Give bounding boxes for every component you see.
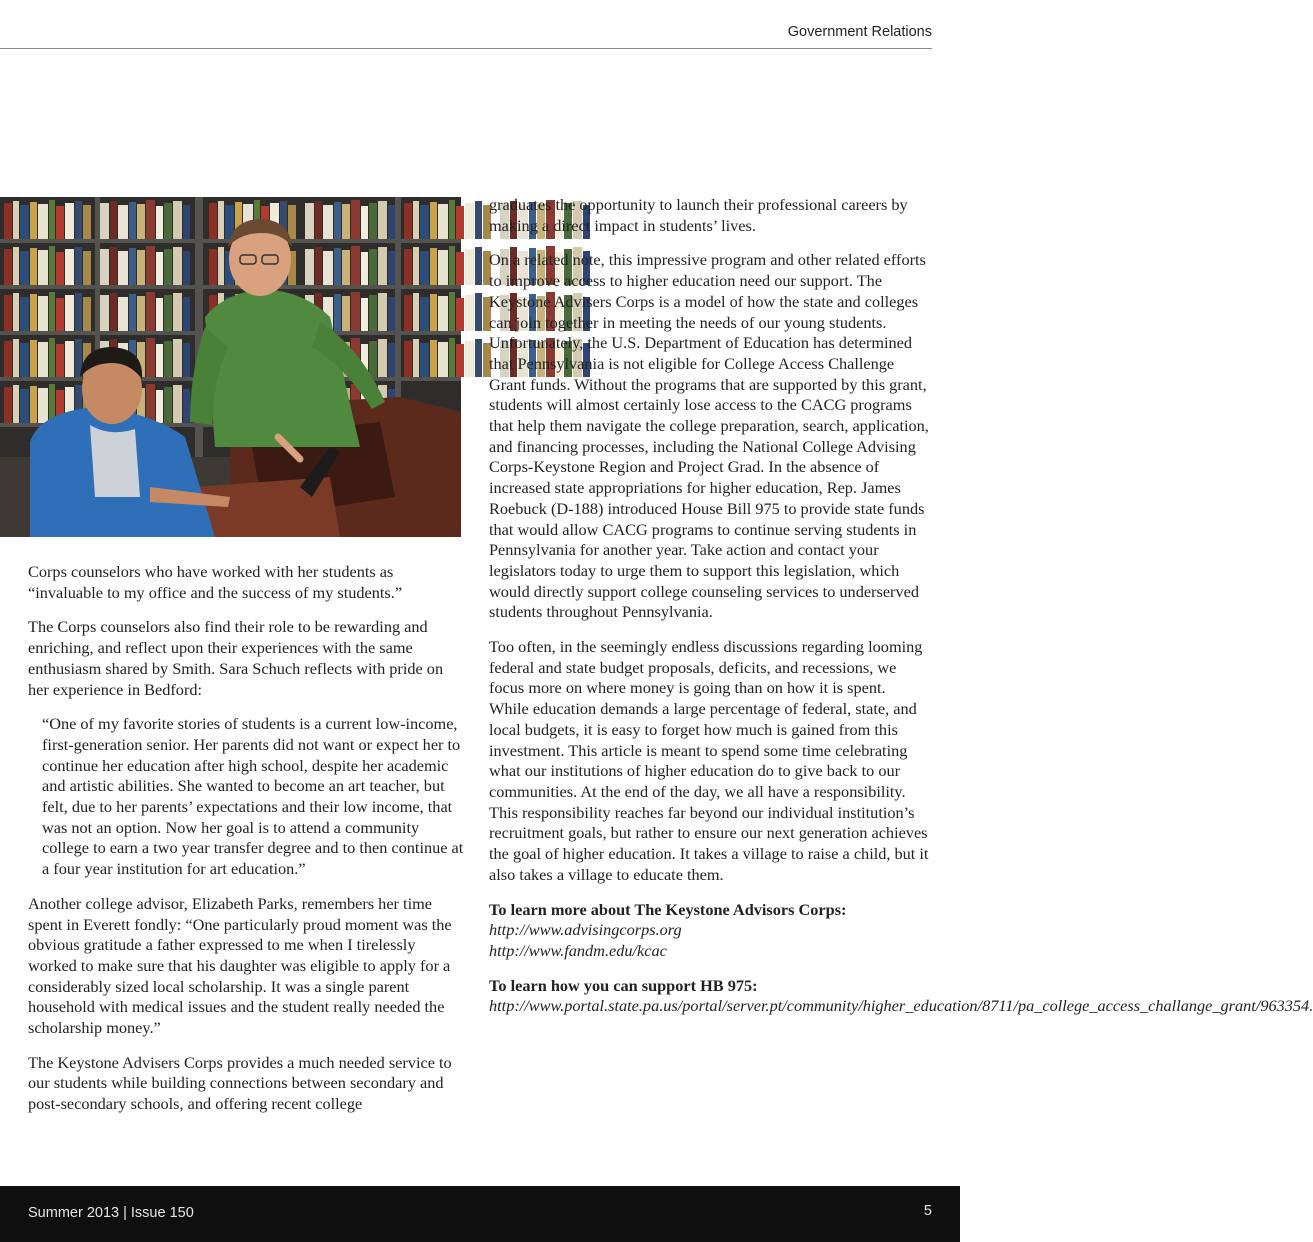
advisingcorps-link[interactable]: http://www.advisingcorps.org	[489, 920, 682, 940]
footer-bar	[0, 1186, 960, 1242]
paragraph: graduates the opportunity to launch their professional careers by making a direct impact in students’ lives.	[489, 195, 908, 235]
learn-more-block	[489, 900, 929, 962]
issue-label: Summer 2013 | Issue 150	[28, 1205, 194, 1221]
fandm-link[interactable]: http://www.fandm.edu/kcac	[489, 940, 667, 960]
support-heading: To learn how you can support HB 975:	[489, 975, 758, 995]
paragraph: The Corps counselors also find their role to be rewarding and enriching, and reflect upon their experiences with the same enthusiasm shared by Smith. Sara Schuch reflects with pride on her experience in Bedford:	[28, 617, 444, 699]
learn-more-heading: To learn more about The Keystone Advisors Corps:	[489, 899, 847, 919]
paragraph: On a related note, this impressive program and other related efforts to improve access to higher education need our support. The Keystone Advisers Corps is a model of how the state and colleges can join together in meeting the needs of our young students. Unfortunately, the U.S. Department of Education has determined that Pennsylvania is not eligible for College Access Challenge Grant funds. Without the programs that are supported by this grant, students will almost certainly lose access to the CACG programs that help them navigate the college preparation, search, application, and financing processes, including the National College Advising Corps-Keystone Region and Project Grad. In the absence of increased state appropriations for higher education, Rep. James Roebuck (D-188) introduced House Bill 975 to provide state funds that would allow CACG programs to continue serving students in Pennsylvania for another year. Take action and contact your legislators today to urge them to support this legislation, which would directly support college counseling services to underserved students throughout Pennsylvania.	[489, 250, 929, 622]
paragraph: Another college advisor, Elizabeth Parks, remembers her time spent in Everett fondly: “One particularly proud moment was the obvious gratitude a father expressed to me when I tirelessly worked to make sure that his daughter was eligible to apply for a considerably sized local scholarship. It was a single parent household with medical issues and the student really needed the scholarship money.”	[28, 893, 452, 1038]
header-rule	[0, 48, 932, 49]
right-column	[489, 195, 1313, 1031]
portal-link[interactable]: http://www.portal.state.pa.us/portal/server.pt/community/higher_education/8711/pa_college_access_challange_grant/963354.	[489, 996, 1313, 1016]
section-header: Government Relations	[787, 24, 932, 40]
library-photo	[0, 197, 461, 537]
left-column	[28, 562, 466, 1129]
support-block	[489, 975, 1313, 1017]
paragraph: Too often, in the seemingly endless discussions regarding looming federal and state budget proposals, deficits, and recessions, we focus more on where money is going than on how it is spent. While education demands a large percentage of federal, state, and local budgets, it is easy to forget how much is gained from this investment. This article is meant to spend some time celebrating what our institutions of higher education do to give back to our communities. At the end of the day, we all have a responsibility. This responsibility reaches far beyond our individual institution’s recruitment goals, but rather to ensure our next generation achieves the goal of higher education. It takes a village to raise a child, but it also takes a village to educate them.	[489, 637, 929, 884]
paragraph: The Keystone Advisers Corps provides a much needed service to our students while building connections between secondary and post-secondary schools, and offering recent college	[28, 1052, 452, 1114]
paragraph: Corps counselors who have worked with her students as “invaluable to my office and the success of my students.”	[28, 562, 403, 602]
page-number: 5	[923, 1203, 932, 1219]
block-quote: “One of my favorite stories of students is a current low-income, first-generation senior. Her parents did not want or expect her to continue her education after high school, despite her academic and artistic abilities. She wanted to become an art teacher, but felt, due to her parents’ expectations and their low income, that was not an option. Now her goal is to attend a community college to earn a two year transfer degree and to then continue at a four year institution for art education.”	[42, 714, 464, 879]
